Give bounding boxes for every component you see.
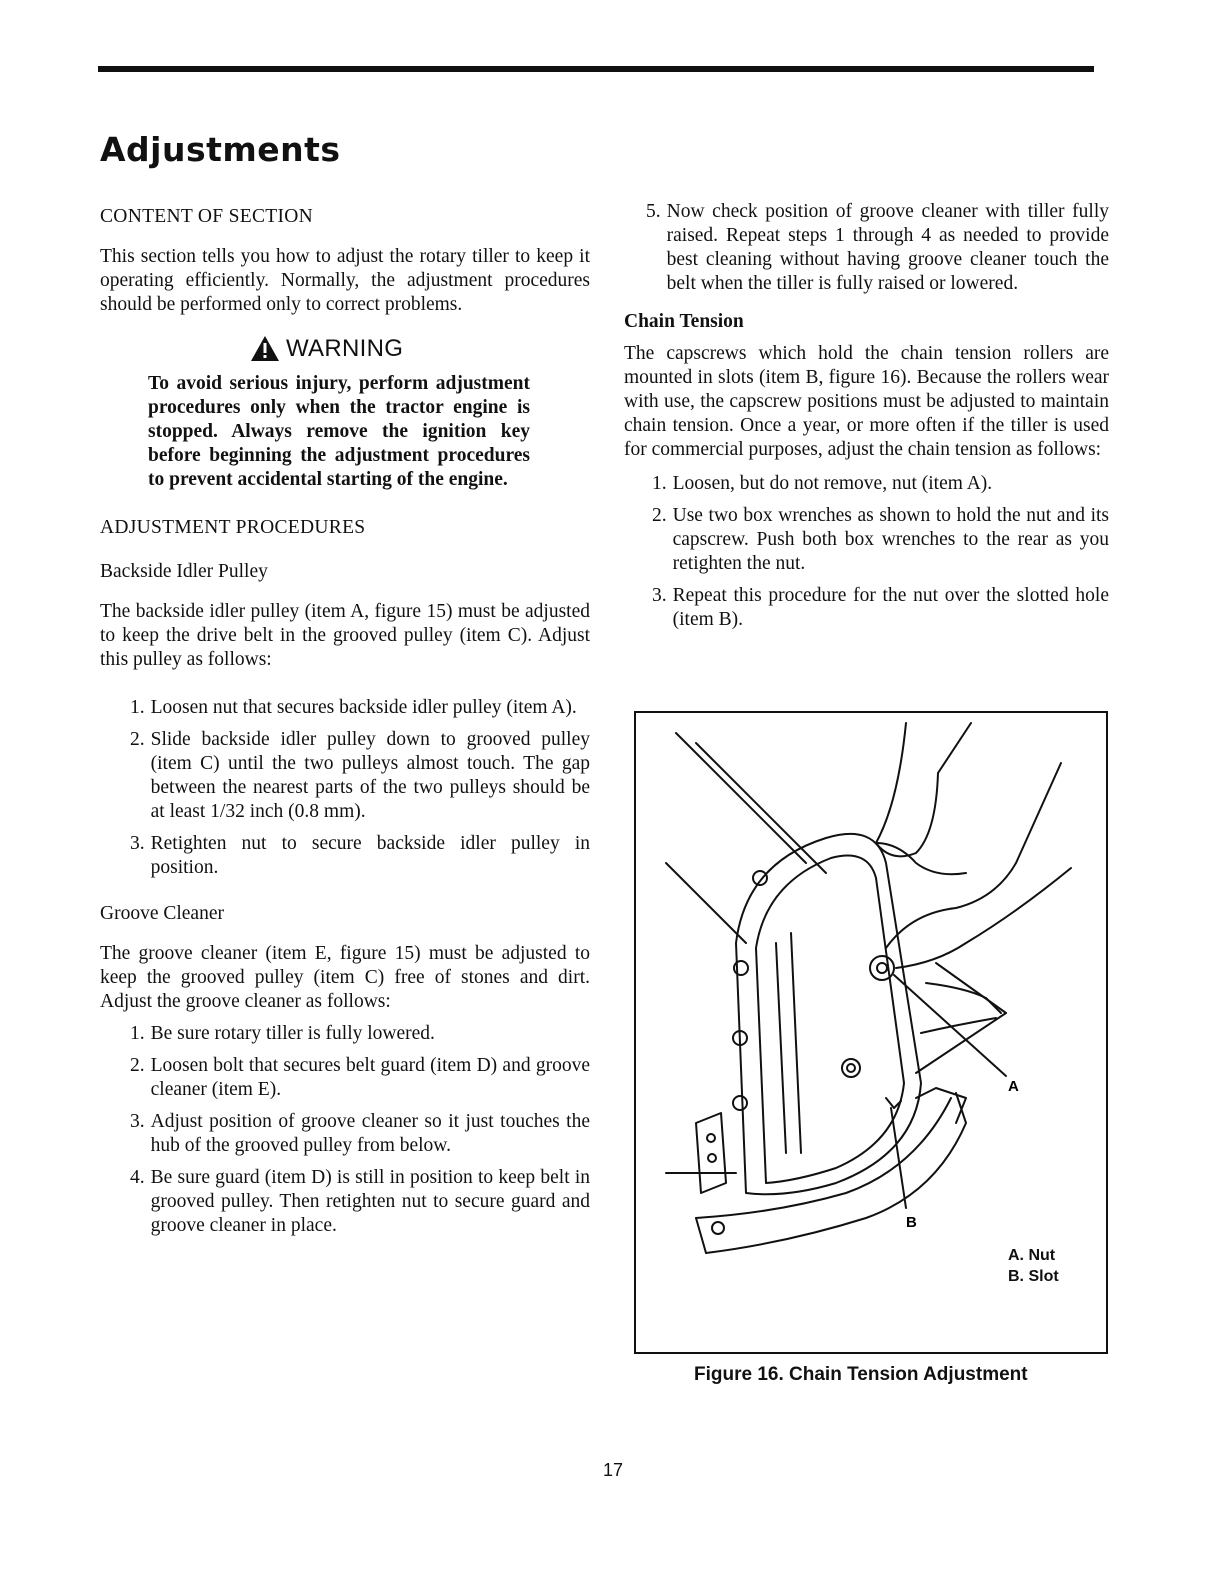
groove-intro: The groove cleaner (item E, figure 15) must be adjusted to keep the grooved pulley (item C) free of stones and dirt. Adjust the groove cleaner as follows:	[100, 943, 590, 1012]
chain-intro: The capscrews which hold the chain tension rollers are mounted in slots (item B, figure 16). Because the rollers wear with use, the capscrew positions must be adjusted to maintain chain tension. Once a year, or more often if the tiller is used for commercial purposes, adjust the chain tension as follows:	[624, 343, 1109, 460]
list-item: 3. Adjust position of groove cleaner so it just touches the hub of the grooved pulley from below.	[130, 1111, 590, 1156]
list-item: 2. Loosen bolt that secures belt guard (item D) and groove cleaner (item E).	[130, 1055, 590, 1100]
warning-triangle-icon	[250, 335, 280, 362]
groove-heading: Groove Cleaner	[100, 903, 224, 924]
chain-steps	[652, 472, 1109, 632]
intro-paragraph: This section tells you how to adjust the rotary tiller to keep it operating efficiently. Normally, the adjustment procedures should be performed only to correct problems.	[100, 246, 590, 315]
step5-list	[646, 200, 1109, 296]
warning-heading	[250, 335, 590, 362]
backside-heading: Backside Idler Pulley	[100, 561, 268, 582]
procedures-heading: ADJUSTMENT PROCEDURES	[100, 517, 366, 538]
content-heading: CONTENT OF SECTION	[100, 206, 314, 227]
backside-steps	[130, 696, 590, 880]
list-item: 3. Retighten nut to secure backside idler pulley in position.	[130, 833, 590, 878]
callout-b: B	[906, 1214, 917, 1231]
list-item: 1. Loosen, but do not remove, nut (item A).	[652, 473, 993, 494]
backside-intro: The backside idler pulley (item A, figure 15) must be adjusted to keep the drive belt in the grooved pulley (item C). Adjust this pulley as follows:	[100, 601, 590, 670]
legend-a: A. Nut	[1008, 1247, 1056, 1264]
list-item: 3. Repeat this procedure for the nut over the slotted hole (item B).	[652, 585, 1109, 630]
warning-label: WARNING	[286, 334, 404, 362]
left-column	[100, 205, 590, 1246]
list-item: 2. Slide backside idler pulley down to grooved pulley (item C) until the two pulleys almost touch. The gap between the nearest parts of the two pulleys should be at least 1/32 inch (0.8 mm).	[130, 729, 590, 822]
warning-text: To avoid serious injury, perform adjustment procedures only when the tractor engine is stopped. Always remove the ignition key before beginning the adjustment procedures to prevent accidental starting of the engine.	[148, 373, 530, 490]
list-item: 1. Be sure rotary tiller is fully lowered.	[130, 1023, 435, 1044]
legend-b: B. Slot	[1008, 1268, 1059, 1285]
figure-caption: Figure 16. Chain Tension Adjustment	[694, 1364, 1028, 1385]
list-item: 1. Loosen nut that secures backside idler pulley (item A).	[130, 697, 577, 718]
page-number: 17	[603, 1460, 624, 1480]
right-column	[624, 200, 1109, 640]
figure-16-box	[634, 711, 1108, 1354]
list-item: 5. Now check position of groove cleaner with tiller fully raised. Repeat steps 1 through 4 as needed to provide best cleaning without having groove cleaner touch the belt when the tiller is fully raised or lowered.	[646, 201, 1109, 294]
callout-a: A	[1008, 1078, 1019, 1095]
groove-steps	[130, 1022, 590, 1238]
chain-heading: Chain Tension	[624, 311, 744, 332]
page-title: Adjustments	[100, 130, 341, 169]
header-rule	[98, 66, 1094, 72]
figure-legend	[1008, 1245, 1059, 1287]
list-item: 4. Be sure guard (item D) is still in position to keep belt in grooved pulley. Then retighten nut to secure guard and groove cleaner in place.	[130, 1167, 590, 1236]
list-item: 2. Use two box wrenches as shown to hold the nut and its capscrew. Push both box wrenches to the rear as you retighten the nut.	[652, 505, 1109, 574]
